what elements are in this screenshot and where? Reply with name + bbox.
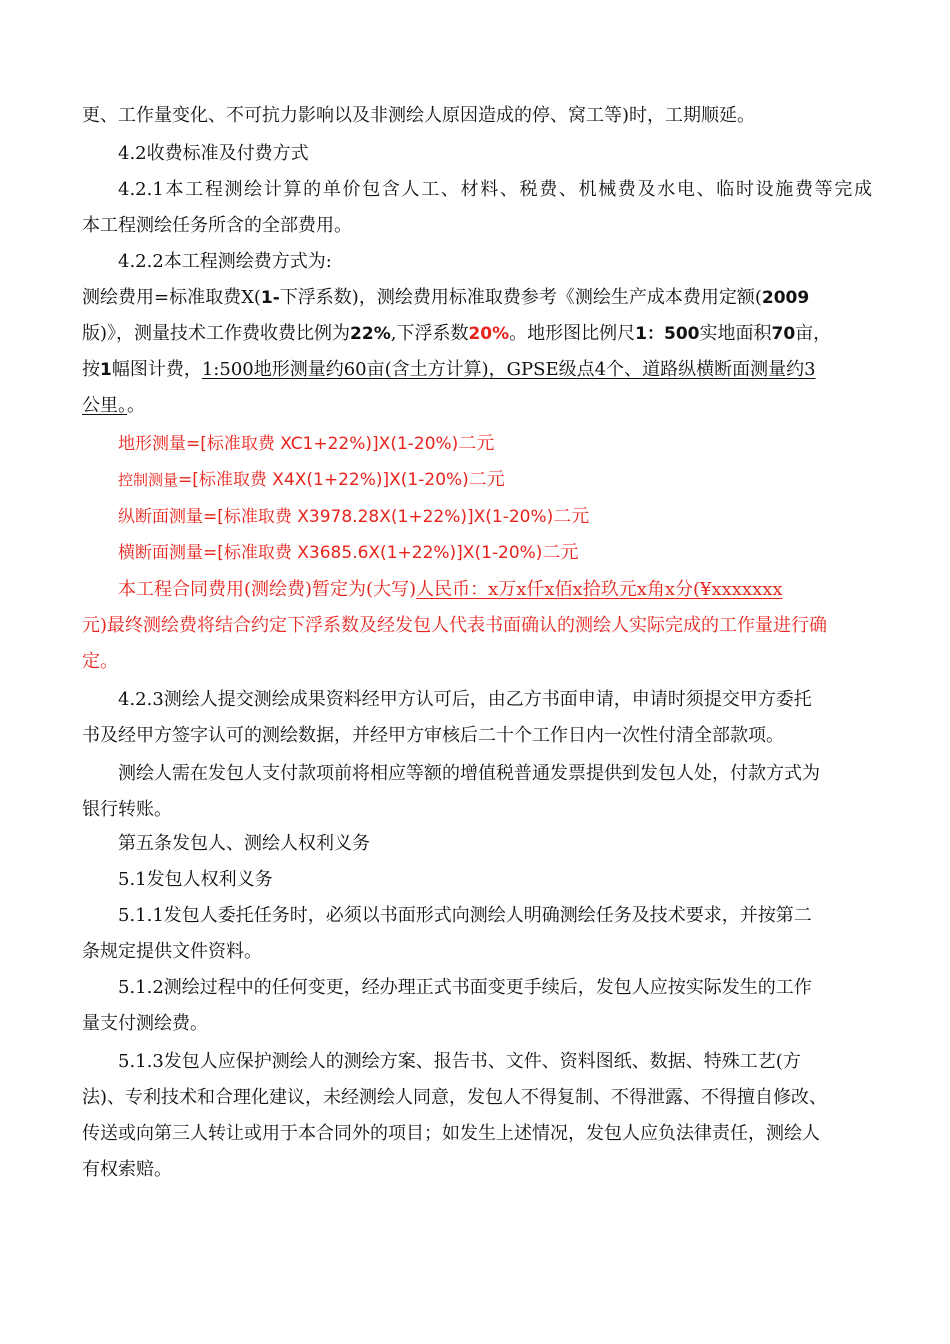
formula-control	[118, 468, 505, 492]
scale-value: 1：500	[635, 324, 700, 344]
paragraph-line: 5.1.1发包人委托任务时，必须以书面形式向测绘人明确测绘任务及技术要求，并按第二	[118, 905, 812, 926]
discount-value: 20%	[468, 324, 510, 344]
paragraph-line: 4.2.3测绘人提交测绘成果资料经甲方认可后，由乙方书面申请，申请时须提交甲方委托	[118, 689, 812, 710]
section-heading: 5.1发包人权利义务	[118, 869, 273, 890]
underlined-scope: 公里。	[82, 395, 127, 416]
paragraph-line: 银行转账。	[82, 799, 172, 820]
area-value: 70	[771, 324, 796, 344]
paragraph-line: 5.1.3发包人应保护测绘人的测绘方案、报告书、文件、资料图纸、数据、特殊工艺(方	[118, 1051, 801, 1072]
paragraph-line: 法)、专利技术和合理化建议，未经测绘人同意，发包人不得复制、不得泄露、不得擅自修改、	[82, 1087, 828, 1108]
paragraph-line: 本工程测绘任务所含的全部费用。	[82, 215, 352, 236]
article-heading: 第五条发包人、测绘人权利义务	[118, 833, 370, 854]
scope-line	[82, 358, 816, 382]
underlined-scope: 1:500地形测量约60亩(含土方计算)，GPSE级点4个、道路纵横断面测量约3	[201, 359, 816, 380]
formula-text: =[标准取费 X4X(1+22%)]X(1-20%)	[178, 470, 469, 490]
paragraph-line: 4.2.1本工程测绘计算的单价包含人工、材料、税费、机械费及水电、临时设施费等完成	[118, 179, 872, 200]
formula-label: 控制测量	[118, 471, 179, 489]
text-run: 1-	[260, 288, 280, 308]
scope-line-end	[82, 394, 145, 418]
paragraph-line: 测绘人需在发包人支付款项前将相应等额的增值税普通发票提供到发包人处，付款方式为	[118, 763, 820, 784]
fee-rate-line	[82, 322, 831, 346]
formula-cross-section	[118, 541, 578, 565]
unit-text: 二元	[458, 433, 495, 454]
text-run: 。地形图比例尺	[509, 323, 636, 344]
text-run: ,下浮系数	[390, 323, 469, 344]
formula-text: 横断面测量=[标准取费 X3685.6X(1+22%)]X(1-20%)	[118, 543, 543, 563]
fee-formula-line	[82, 286, 809, 310]
text-run: 亩，	[795, 323, 832, 344]
paragraph-line: 量支付测绘费。	[82, 1013, 208, 1034]
unit-text: 二元	[553, 506, 590, 527]
paragraph-line: 传送或向第三人转让或用于本合同外的项目；如发生上述情况，发包人应负法律责任，测绘人	[82, 1123, 820, 1144]
text-run: 。	[127, 395, 145, 416]
paragraph-line: 5.1.2测绘过程中的任何变更，经办理正式书面变更手续后，发包人应按实际发生的工作	[118, 977, 812, 998]
paragraph-line: 条规定提供文件资料。	[82, 941, 262, 962]
unit-text: 二元	[542, 542, 579, 563]
contract-fee-line: 元)最终测绘费将结合约定下浮系数及经发包人代表书面确认的测绘人实际完成的工作量进行确	[82, 615, 828, 636]
paragraph-line: 书及经甲方签字认可的测绘数据，并经甲方审核后二十个工作日内一次性付清全部款项。	[82, 725, 784, 746]
contract-amount: 人民币：x万x仟x佰x拾玖元x角x分(¥xxxxxxx	[416, 579, 783, 600]
text-run: 本工程合同费用(测绘费)暂定为(大写)	[118, 579, 417, 600]
text-run: 实地面积	[699, 323, 772, 344]
formula-topographic	[118, 432, 494, 456]
paragraph-line: 有权索赔。	[82, 1159, 172, 1180]
formula-text: 地形测量=[标准取费 XC1+22%)]X(1-20%)	[118, 434, 459, 454]
text-run: 2009	[761, 288, 810, 308]
contract-fee-line: 定。	[82, 651, 118, 672]
text-run: 1	[100, 360, 112, 380]
unit-text: 二元	[468, 469, 505, 490]
formula-text: 纵断面测量=[标准取费 X3978.28X(1+22%)]X(1-20%)	[118, 507, 554, 527]
fee-ratio-value: 22%	[350, 324, 391, 344]
text-run: 按	[82, 359, 100, 380]
text-run: 幅图计费，	[111, 359, 202, 380]
paragraph-line: 更、工作量变化、不可抗力影响以及非测绘人原因造成的停、窝工等)时，工期顺延。	[82, 105, 756, 126]
text-run: 下浮系数)，测绘费用标准取费参考《测绘生产成本费用定额(	[279, 287, 762, 308]
text-run: 版)》，测量技术工作费收费比例为	[82, 323, 351, 344]
text-run: 测绘费用=标准取费X(	[82, 287, 261, 308]
section-heading: 4.2.2本工程测绘费方式为:	[118, 251, 332, 272]
contract-fee-line	[118, 578, 783, 602]
section-heading: 4.2收费标准及付费方式	[118, 143, 309, 164]
formula-longitudinal	[118, 505, 589, 529]
